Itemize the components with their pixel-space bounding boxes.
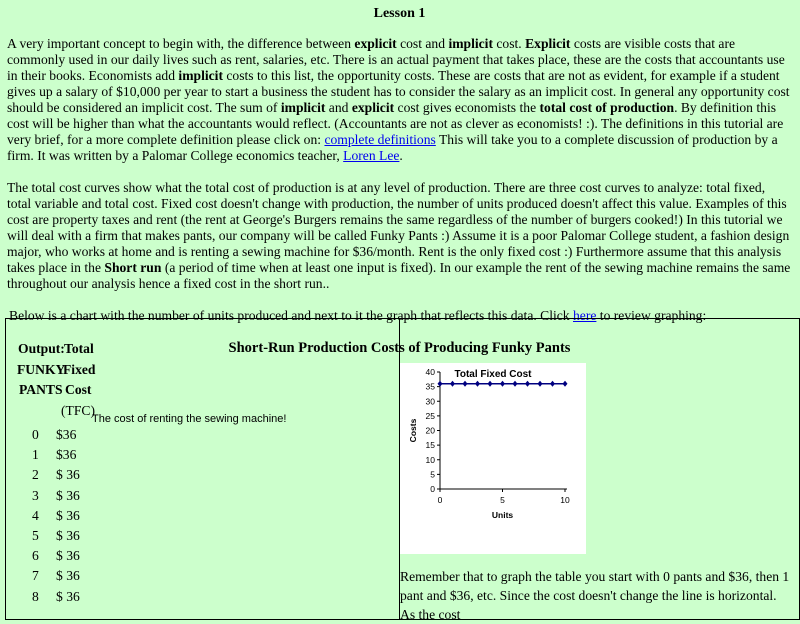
bold-term: implicit (280, 100, 326, 115)
units-cell: 1 (32, 447, 39, 463)
x-tick-label: 0 (437, 495, 443, 505)
cost-cell: $ 36 (56, 528, 80, 543)
text: to review graphing: (596, 308, 707, 323)
table-row (32, 589, 112, 605)
cost-curves-paragraph (7, 180, 792, 292)
bold-term: implicit (448, 36, 493, 51)
y-tick-label: 15 (425, 440, 435, 451)
y-tick-label: 0 (430, 484, 435, 494)
text: . By definition this cost will be higher than what the accountants would reflect. (Accountants are not as clever as economists! :). The definitions in this tutorial are very brief, for a more complete definition please click on: (7, 100, 784, 147)
units-cell: 2 (32, 467, 39, 483)
table-row (32, 548, 112, 564)
x-tick-label: 10 (560, 495, 570, 505)
section-title: Short-Run Production Costs of Producing Funky Pants (228, 340, 571, 356)
y-tick-label: 10 (425, 454, 435, 465)
y-axis-label: Costs (408, 418, 418, 443)
data-point (538, 381, 543, 387)
chart-panel (400, 363, 586, 554)
bold-term: explicit (351, 100, 395, 115)
data-point (438, 381, 443, 387)
bold-term: implicit (178, 68, 223, 83)
tfc-note: The cost of renting the sewing machine! (92, 413, 287, 425)
cost-cell: $36 (56, 447, 77, 463)
intro-paragraph (7, 36, 792, 164)
bold-term: explicit (354, 36, 397, 51)
cost-cell: $36 (56, 427, 77, 442)
header-total: Total (64, 341, 94, 356)
y-tick-label: 40 (425, 367, 435, 377)
units-cell: 5 (32, 528, 39, 543)
data-column (6, 319, 400, 620)
header-funky: FUNKY (17, 362, 66, 377)
text: and (325, 100, 352, 115)
table-row (32, 427, 112, 443)
y-tick-label: 25 (425, 410, 435, 421)
cost-cell: $ 36 (56, 507, 80, 523)
units-cell: 4 (32, 507, 39, 523)
data-point (513, 381, 518, 387)
text: . (399, 148, 403, 163)
cost-cell: $ 36 (56, 467, 80, 483)
data-point (450, 381, 455, 387)
review-graphing-link[interactable]: here (573, 308, 597, 323)
x-axis-label: Units (491, 510, 514, 520)
table-row (32, 568, 112, 584)
data-point (563, 381, 568, 387)
text: costs to this list, the opportunity costs. These are costs that are not as evident, for example if a student gives up a salary of $10,000 per year to start a business the student has to consider the salary as an implicit cost. In general any opportunity cost should be considered an implicit cost. The sum of (7, 68, 790, 115)
table-row (32, 467, 112, 483)
table-row (32, 508, 112, 524)
cost-table (5, 318, 800, 620)
units-cell: 7 (32, 568, 39, 584)
text: cost gives economists the (394, 100, 540, 115)
header-pants: PANTS (19, 382, 63, 397)
complete-definitions-link[interactable]: complete definitions (324, 132, 436, 147)
y-tick-label: 30 (425, 396, 435, 407)
header-output: Output: (18, 341, 65, 356)
text: The total cost curves show what the total cost of production is at any level of production. There are three cost curves to analyze: total fixed, total variable and total cost. Fixed cost doesn't change with production, the number of units produced doesn't affect this value. Examples of this cost are property taxes and rent (the rent at George's Burgers remains the same regardless of the number of burgers cooked!) In this tutorial we will deal with a firm that makes pants, our company will be called Funky Pants :) Assume it is a poor Palomar College student, a fashion design major, who works at home and is renting a sewing machine for $36/month. Rent is the only fixed cost :) Furthermore assume that this analysis takes place in the (7, 180, 790, 275)
table-row (32, 488, 112, 504)
units-cell: 8 (32, 588, 39, 604)
text: costs are visible costs that are commonly used in our daily lives such as rent, salaries, etc. There is an actual payment that takes place, these are the costs that accountants use in their books. Economists add (7, 36, 785, 83)
units-cell: 6 (32, 548, 39, 564)
data-point (500, 381, 505, 387)
text: cost and (396, 36, 449, 51)
text: A very important concept to begin with, the difference between (7, 36, 355, 51)
bold-term: Explicit (525, 36, 571, 51)
table-row (32, 447, 112, 463)
data-point (550, 381, 555, 387)
header-cost: Cost (65, 382, 92, 397)
lesson-title: Lesson 1 (373, 6, 426, 21)
units-cell: 3 (32, 487, 39, 503)
data-point (463, 381, 468, 387)
header-fixed: Fixed (63, 362, 96, 377)
y-tick-label: 5 (430, 469, 435, 480)
x-tick-label: 5 (500, 495, 505, 505)
bold-term: Short run (104, 260, 162, 275)
data-point (525, 381, 530, 387)
text: Below is a chart with the number of units produced and next to it the graph that reflects this data. Click (9, 308, 573, 323)
total-fixed-cost-chart (400, 363, 586, 554)
text: (a period of time when at least one input is fixed). In our example the rent of the sewing machine remains the same throughout our analysis hence a fixed cost in the short run.. (7, 260, 791, 291)
y-tick-label: 20 (425, 425, 435, 436)
cost-cell: $ 36 (56, 588, 80, 604)
remember-text: Remember that to graph the table you start with 0 pants and $36, then 1 pant and $36, etc. Since the cost doesn't change the line is horizontal. As the cost (400, 569, 790, 622)
text: This will take you to a complete discussion of production by a firm. It was written by a Palomar College economics teacher, (7, 132, 778, 163)
y-tick-label: 35 (425, 381, 435, 392)
cost-cell: $ 36 (56, 548, 80, 564)
loren-lee-link[interactable]: Loren Lee (343, 148, 400, 163)
units-cell: 0 (32, 427, 39, 442)
chart-column (400, 319, 800, 620)
bold-term: total cost of production (539, 100, 675, 115)
data-point (488, 381, 493, 387)
text: cost. (493, 36, 526, 51)
cost-cell: $ 36 (56, 487, 80, 503)
cost-cell: $ 36 (56, 568, 80, 584)
header-tfc: (TFC) (61, 403, 95, 418)
data-point (475, 381, 480, 387)
table-row (32, 528, 112, 544)
chart-title: Total Fixed Cost (454, 369, 532, 380)
